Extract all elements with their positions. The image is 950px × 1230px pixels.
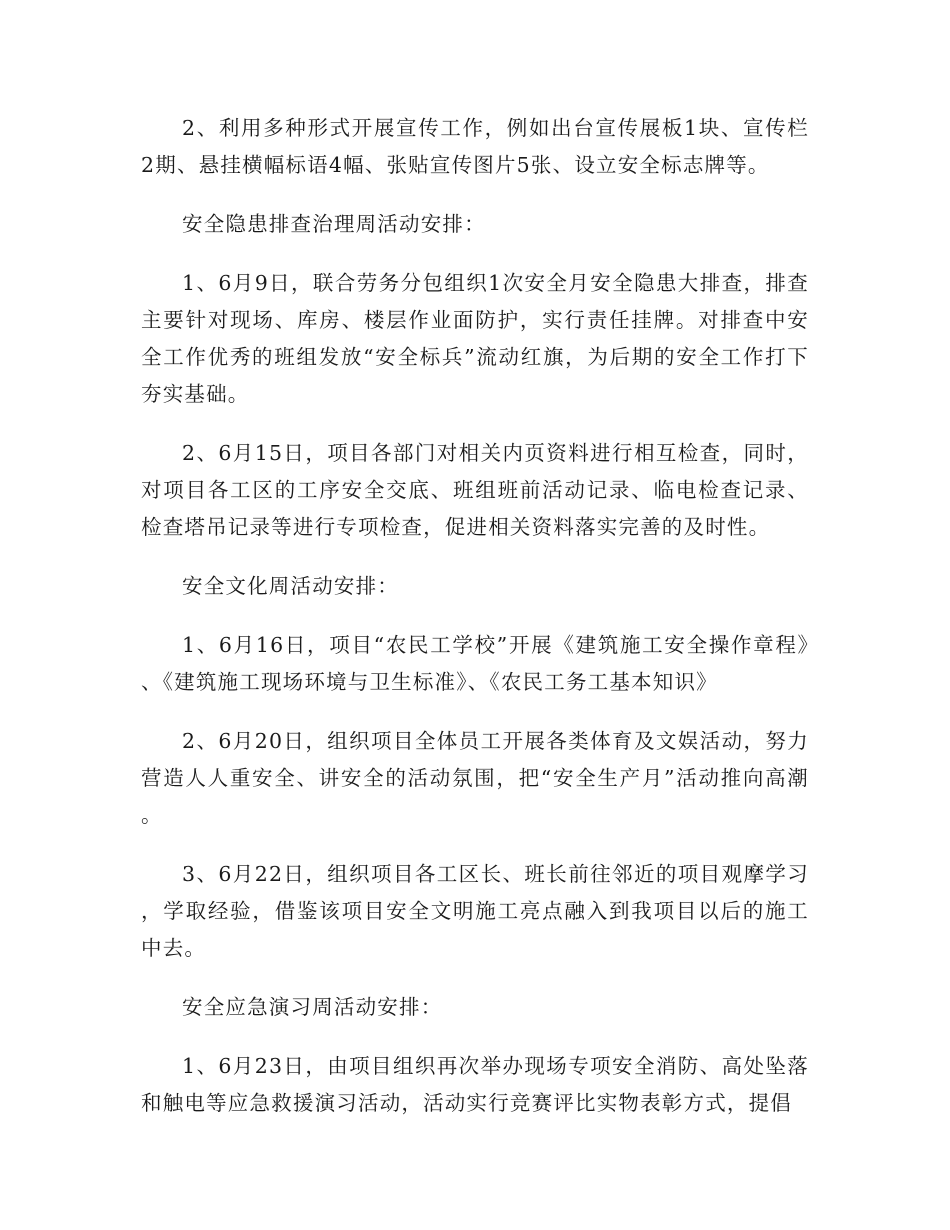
paragraph-june-15-document-check: 2、6月15日，项目各部门对相关内页资料进行相互检查，同时，对项目各工区的工序安全交底、班组班前活动记录、临电检查记录、检查塔吊记录等进行专项检查，促进相关资料落实完善的及时性。 [141,441,809,539]
paragraph-june-20-activities: 2、6月20日，组织项目全体员工开展各类体育及文娱活动，努力营造人人重安全、讲安全的活动氛围，把“安全生产月”活动推向高潮。 [141,729,809,827]
paragraph-june-9-inspection: 1、6月9日，联合劳务分包组织1次安全月安全隐患大排查，排查主要针对现场、库房、楼层作业面防护，实行责任挂牌。对排查中安全工作优秀的班组发放“安全标兵”流动红旗，为后期的安全工作打下夯实基础。 [141,271,809,406]
heading-safety-culture-week: 安全文化周活动安排： [182,574,399,598]
heading-emergency-drill-week: 安全应急演习周活动安排： [182,995,443,1019]
document-body [141,110,809,1122]
paragraph-june-22-observation: 3、6月22日，组织项目各工区长、班长前往邻近的项目观摩学习，学取经验，借鉴该项目安全文明施工亮点融入到我项目以后的施工中去。 [141,862,809,960]
paragraph-publicity-work: 2、利用多种形式开展宣传工作，例如出台宣传展板1块、宣传栏2期、悬挂横幅标语4幅、张贴宣传图片5张、设立安全标志牌等。 [141,116,809,177]
paragraph-june-23-drill: 1、6月23日，由项目组织再次举办现场专项安全消防、高处坠落和触电等应急救援演习活动，活动实行竞赛评比实物表彰方式，提倡 [141,1054,809,1115]
paragraph-june-16-worker-school: 1、6月16日，项目“农民工学校”开展《建筑施工安全操作章程》、《建筑施工现场环境与卫生标准》、《农民工务工基本知识》 [141,633,809,694]
heading-hazard-inspection-week: 安全隐患排查治理周活动安排： [182,212,486,236]
